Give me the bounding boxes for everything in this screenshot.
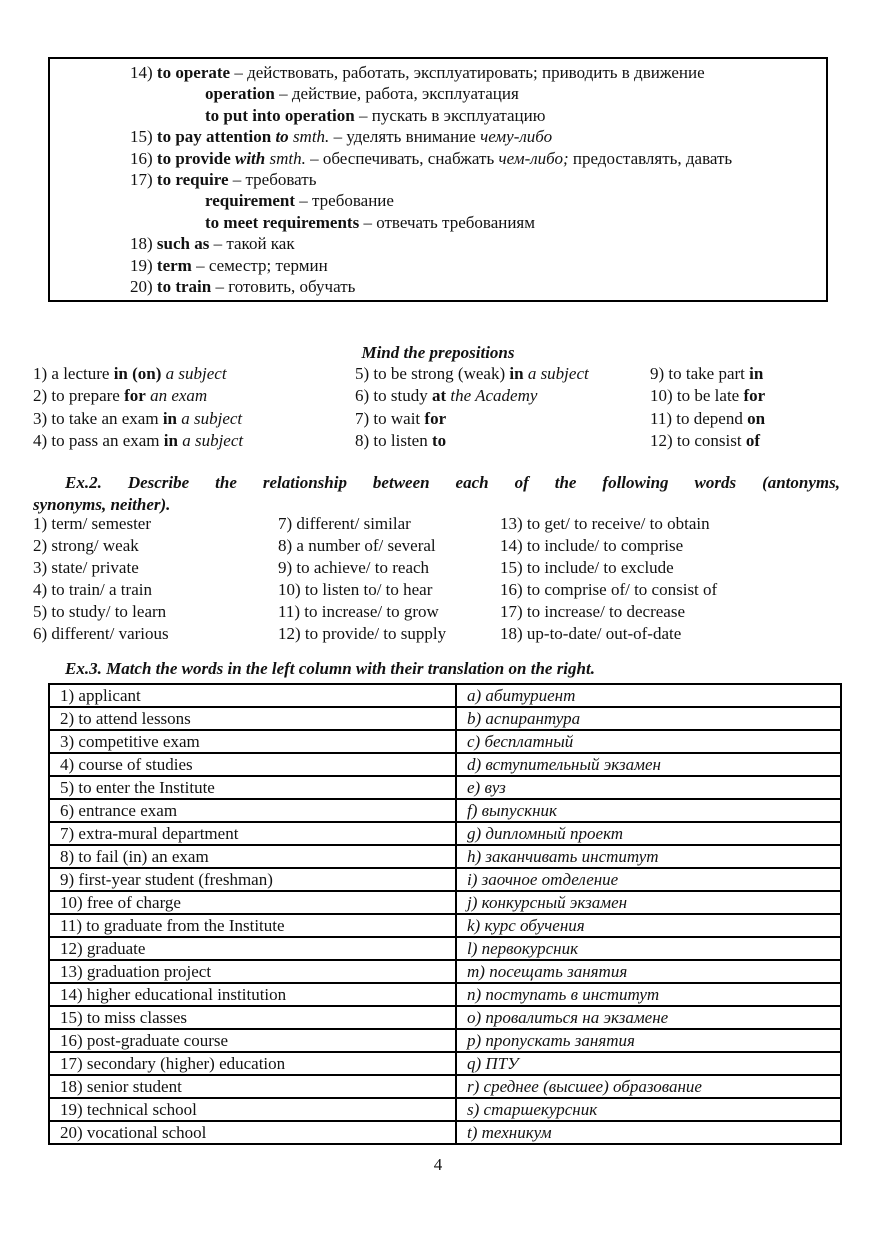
text-segment: 1) a lecture — [33, 364, 114, 383]
preposition-item — [650, 408, 765, 430]
english-term-cell: 4) course of studies — [49, 753, 456, 776]
text-segment: 4) to pass an exam — [33, 430, 164, 450]
preposition-item — [355, 363, 589, 385]
text-segment: with — [235, 148, 266, 168]
russian-translation-cell: c) бесплатный — [456, 730, 841, 753]
russian-translation-cell: j) конкурсный экзамен — [456, 891, 841, 914]
text-segment: – такой как — [209, 234, 295, 254]
preposition-item — [33, 385, 243, 407]
vocab-line — [50, 212, 826, 233]
text-segment: in — [163, 430, 178, 450]
russian-translation-cell: o) провалиться на экзамене — [456, 1006, 841, 1029]
table-row — [49, 914, 841, 937]
word-pair-item: 17) to increase/ to decrease — [500, 602, 686, 622]
text-segment: 8) to listen — [355, 430, 432, 450]
text-segment: a subject — [161, 364, 227, 383]
preposition-item — [33, 408, 243, 430]
text-segment: 18) — [130, 234, 157, 254]
prepositions-column-1 — [33, 363, 243, 452]
russian-translation-cell: n) поступать в институт — [456, 983, 841, 1006]
russian-translation-cell: q) ПТУ — [456, 1052, 841, 1075]
text-segment: to — [275, 127, 289, 147]
word-pair-item: 12) to provide/ to supply — [278, 624, 447, 644]
text-segment: such as — [156, 234, 210, 254]
text-segment: – обеспечивать, снабжать — [305, 148, 499, 168]
text-segment: предоставлять, давать — [568, 148, 733, 168]
text-segment: a subject — [523, 364, 589, 383]
table-row — [49, 707, 841, 730]
text-segment: 7) to wait — [355, 408, 425, 428]
vocab-line — [50, 105, 826, 126]
vocab-line — [50, 62, 826, 83]
english-term-cell: 20) vocational school — [49, 1121, 456, 1144]
text-segment: – уделять внимание — [329, 127, 481, 147]
text-segment: – готовить, обучать — [211, 277, 356, 297]
text-segment: an exam — [145, 386, 208, 406]
word-pair-item: 6) different/ various — [33, 624, 169, 644]
match-table-body — [49, 684, 841, 1144]
text-segment: 6) to study — [355, 386, 432, 406]
table-row — [49, 983, 841, 1006]
text-segment: on — [747, 408, 766, 428]
word-pair-item: 18) up-to-date/ out-of-date — [500, 624, 682, 644]
word-pair-item: 16) to comprise of/ to consist of — [500, 580, 718, 600]
text-segment: 12) to consist — [650, 430, 746, 450]
text-segment: a subject — [177, 430, 244, 450]
russian-translation-cell: i) заочное отделение — [456, 868, 841, 891]
english-term-cell: 7) extra-mural department — [49, 822, 456, 845]
text-segment: – отвечать требованиям — [359, 212, 536, 232]
vocab-line — [50, 126, 826, 147]
text-segment: of — [745, 430, 761, 450]
text-segment: the Academy — [446, 386, 538, 406]
exercise-2-column-3 — [500, 513, 717, 646]
russian-translation-cell: r) среднее (высшее) образование — [456, 1075, 841, 1098]
russian-translation-cell: m) посещать занятия — [456, 960, 841, 983]
text-segment: to pay attention — [156, 127, 276, 147]
table-row — [49, 845, 841, 868]
word-pair-item: 11) to increase/ to grow — [278, 602, 439, 622]
text-segment: – требовать — [228, 170, 317, 190]
text-segment: in — [749, 364, 764, 383]
word-pair-item: 13) to get/ to receive/ to obtain — [500, 514, 710, 533]
english-term-cell: 1) applicant — [49, 684, 456, 707]
text-segment: in — [509, 364, 524, 383]
text-segment: a subject — [177, 408, 243, 428]
russian-translation-cell: k) курс обучения — [456, 914, 841, 937]
text-segment: term — [156, 255, 192, 275]
russian-translation-cell: a) абитуриент — [456, 684, 841, 707]
preposition-item — [33, 430, 243, 452]
preposition-item — [33, 363, 243, 385]
vocab-line — [50, 276, 826, 297]
table-row — [49, 799, 841, 822]
russian-translation-cell: d) вступительный экзамен — [456, 753, 841, 776]
text-segment: 9) to take part — [650, 364, 750, 383]
word-pair-item: 5) to study/ to learn — [33, 602, 167, 622]
text-segment: 20) — [130, 277, 157, 297]
table-row — [49, 776, 841, 799]
table-row — [49, 1098, 841, 1121]
vocab-line — [50, 169, 826, 190]
match-table — [48, 683, 842, 1145]
russian-translation-cell: f) выпускник — [456, 799, 841, 822]
text-segment: for — [424, 408, 447, 428]
english-term-cell: 17) secondary (higher) education — [49, 1052, 456, 1075]
text-segment: to meet requirements — [205, 212, 360, 232]
text-segment: – требование — [295, 191, 394, 211]
word-pair-item: 7) different/ similar — [278, 514, 411, 533]
preposition-item — [650, 430, 765, 452]
text-segment: 15) — [130, 127, 157, 147]
russian-translation-cell: s) старшекурсник — [456, 1098, 841, 1121]
table-row — [49, 1075, 841, 1098]
text-segment: in — [162, 408, 177, 428]
text-segment: 2) to prepare — [33, 386, 125, 406]
english-term-cell: 6) entrance exam — [49, 799, 456, 822]
table-row — [49, 730, 841, 753]
table-row — [49, 1006, 841, 1029]
text-segment: 11) to depend — [650, 408, 748, 428]
text-segment: requirement — [205, 191, 296, 211]
text-segment: 14) — [130, 63, 157, 82]
exercise-2-column-1 — [33, 513, 169, 646]
preposition-item — [650, 363, 765, 385]
table-row — [49, 1121, 841, 1144]
table-row — [49, 684, 841, 707]
english-term-cell: 13) graduation project — [49, 960, 456, 983]
text-segment: to train — [156, 277, 212, 297]
russian-translation-cell: e) вуз — [456, 776, 841, 799]
english-term-cell: 9) first-year student (freshman) — [49, 868, 456, 891]
word-pair-item: 15) to include/ to exclude — [500, 558, 674, 578]
text-segment: to — [431, 430, 447, 450]
text-segment: 5) to be strong (weak) — [355, 364, 510, 383]
text-segment: to put into operation — [205, 105, 355, 125]
word-pair-item: 10) to listen to/ to hear — [278, 580, 433, 600]
exercise-2-heading — [33, 472, 840, 516]
vocab-line — [50, 190, 826, 211]
preposition-item — [355, 430, 589, 452]
russian-translation-cell: b) аспирантура — [456, 707, 841, 730]
text-segment: – действие, работа, эксплуатация — [274, 84, 519, 104]
text-segment: 10) to be late — [650, 386, 744, 406]
page-number: 4 — [433, 1155, 443, 1174]
russian-translation-cell: l) первокурсник — [456, 937, 841, 960]
russian-translation-cell: p) пропускать занятия — [456, 1029, 841, 1052]
english-term-cell: 19) technical school — [49, 1098, 456, 1121]
table-row — [49, 753, 841, 776]
english-term-cell: 11) to graduate from the Institute — [49, 914, 456, 937]
text-segment: operation — [205, 84, 275, 104]
table-row — [49, 1052, 841, 1075]
english-term-cell: 18) senior student — [49, 1075, 456, 1098]
text-segment: at — [431, 386, 447, 406]
text-segment: 19) — [130, 255, 157, 275]
english-term-cell: 15) to miss classes — [49, 1006, 456, 1029]
exercise-2-column-2 — [278, 513, 446, 646]
vocab-line — [50, 233, 826, 254]
prepositions-column-3 — [650, 363, 765, 452]
russian-translation-cell: g) дипломный проект — [456, 822, 841, 845]
text-segment: – действовать, работать, эксплуатировать; приводить в движение — [230, 63, 705, 82]
table-row — [49, 960, 841, 983]
text-segment: to operate — [156, 63, 231, 82]
word-pair-item: 3) state/ private — [33, 558, 139, 578]
word-pair-item: 14) to include/ to comprise — [500, 536, 684, 556]
text-segment: for — [124, 386, 146, 406]
exercise-3-heading: Ex.3. Match the words in the left column with their translation on the right. — [65, 659, 595, 678]
text-segment: smth. — [265, 148, 306, 168]
text-segment: smth. — [288, 127, 330, 147]
english-term-cell: 8) to fail (in) an exam — [49, 845, 456, 868]
english-term-cell: 5) to enter the Institute — [49, 776, 456, 799]
prepositions-heading: Mind the prepositions — [361, 343, 515, 362]
exercise-2-heading-line1: Ex.2. Describe the relationship between each of the following words (antonyms, — [65, 473, 840, 492]
preposition-item — [355, 385, 589, 407]
russian-translation-cell: t) техникум — [456, 1121, 841, 1144]
english-term-cell: 12) graduate — [49, 937, 456, 960]
text-segment: чем-либо; — [498, 148, 569, 168]
table-row — [49, 822, 841, 845]
english-term-cell: 14) higher educational institution — [49, 983, 456, 1006]
exercise-2-heading-line2: synonyms, neither). — [33, 495, 171, 514]
vocab-line — [50, 255, 826, 276]
word-pair-item: 9) to achieve/ to reach — [278, 558, 430, 578]
prepositions-column-2 — [355, 363, 589, 452]
vocab-line — [50, 148, 826, 169]
vocabulary-box — [48, 57, 828, 302]
text-segment: чему-либо — [480, 127, 553, 147]
text-segment: 17) — [130, 170, 157, 190]
text-segment: – пускать в эксплуатацию — [354, 105, 546, 125]
vocab-line — [50, 83, 826, 104]
english-term-cell: 3) competitive exam — [49, 730, 456, 753]
word-pair-item: 4) to train/ a train — [33, 580, 152, 600]
table-row — [49, 868, 841, 891]
english-term-cell: 10) free of charge — [49, 891, 456, 914]
text-segment: in (on) — [113, 364, 162, 383]
text-segment: to provide — [156, 148, 235, 168]
word-pair-item: 1) term/ semester — [33, 514, 152, 533]
table-row — [49, 1029, 841, 1052]
word-pair-item: 2) strong/ weak — [33, 536, 139, 556]
english-term-cell: 2) to attend lessons — [49, 707, 456, 730]
text-segment: – семестр; термин — [191, 255, 328, 275]
preposition-item — [355, 408, 589, 430]
english-term-cell: 16) post-graduate course — [49, 1029, 456, 1052]
preposition-item — [650, 385, 765, 407]
russian-translation-cell: h) заканчивать институт — [456, 845, 841, 868]
text-segment: 3) to take an exam — [33, 408, 163, 428]
text-segment: for — [743, 386, 766, 406]
text-segment: to require — [156, 170, 229, 190]
text-segment: 16) — [130, 148, 157, 168]
word-pair-item: 8) a number of/ several — [278, 536, 436, 556]
table-row — [49, 891, 841, 914]
table-row — [49, 937, 841, 960]
